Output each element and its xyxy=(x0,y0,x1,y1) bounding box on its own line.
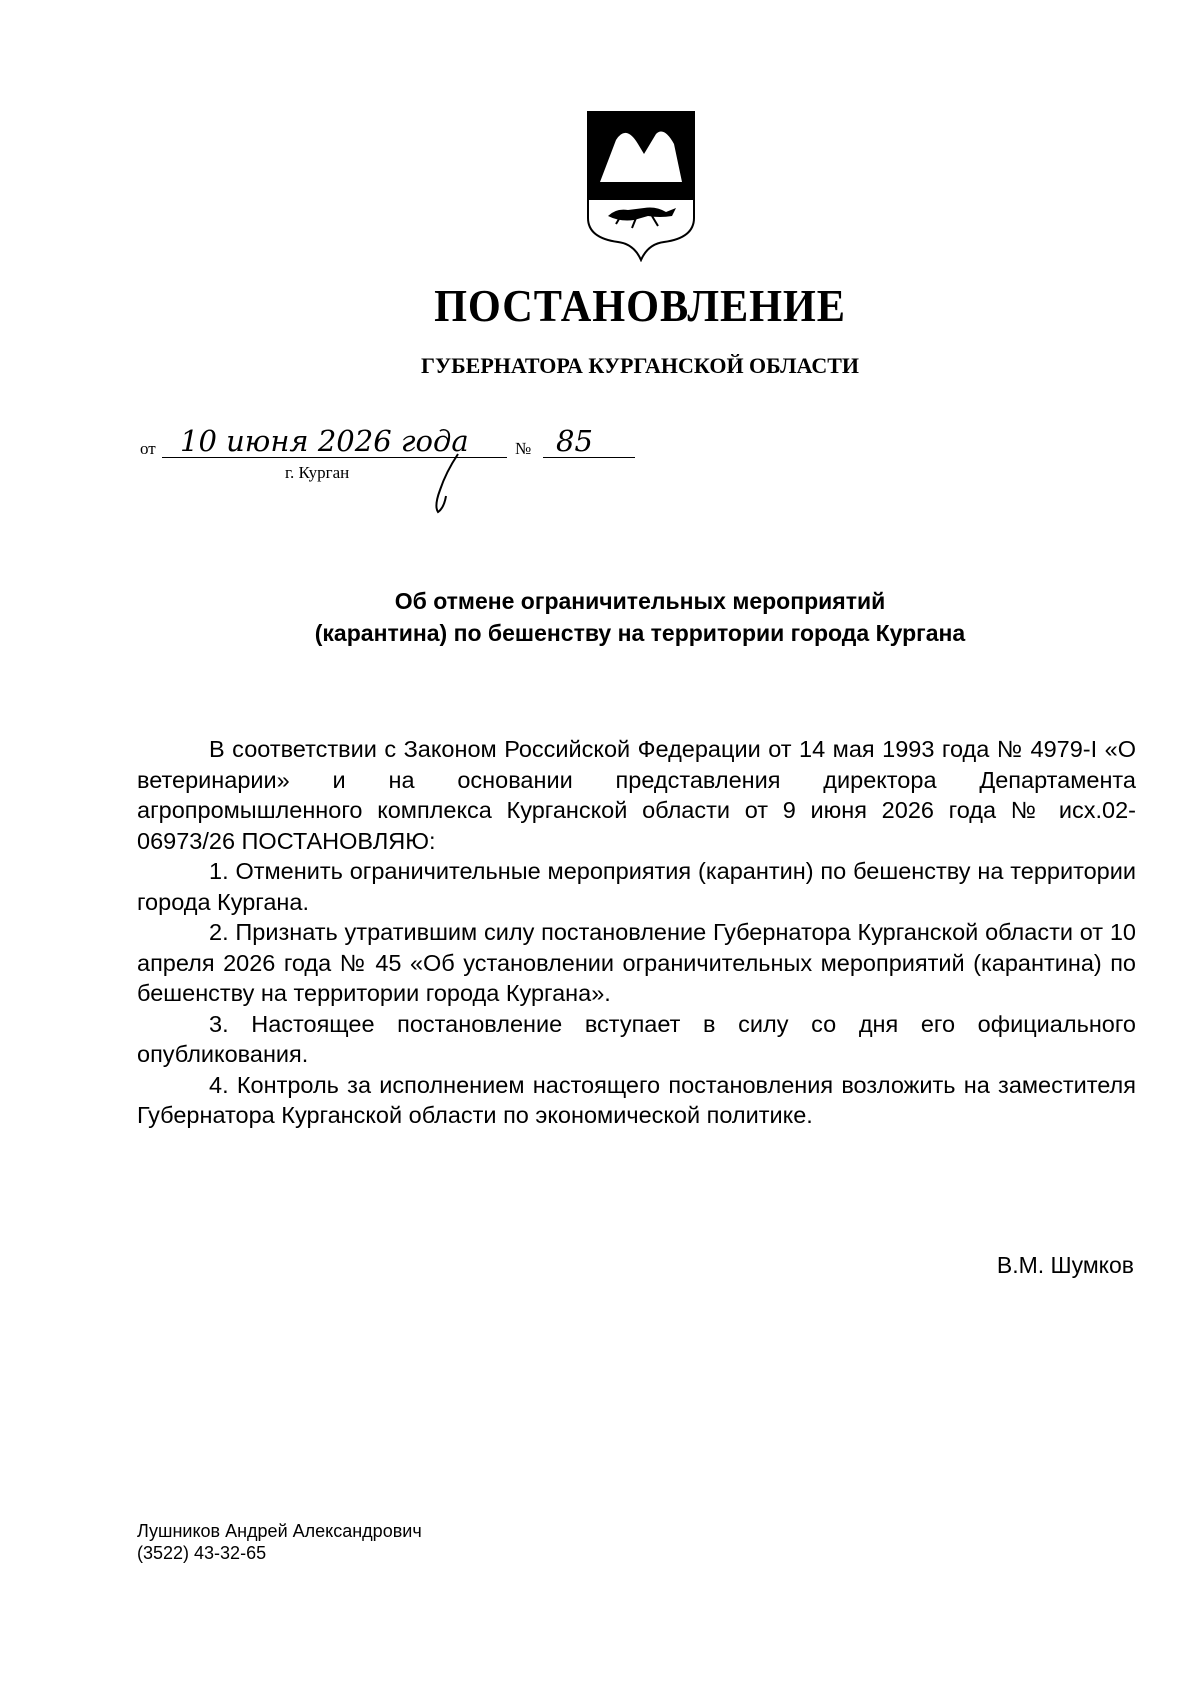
number-label: № xyxy=(515,439,532,458)
handwritten-stroke-icon xyxy=(424,452,464,516)
subject-line-1: Об отмене ограничительных мероприятий xyxy=(394,588,886,614)
decree-item-4: 4. Контроль за исполнением настоящего постановления возложить на заместителя Губернатора Курганской области по экономической политике. xyxy=(137,1071,1136,1128)
document-subject xyxy=(140,585,1140,649)
date-prefix-label: от xyxy=(140,439,156,458)
handwritten-number: 85 xyxy=(556,424,593,458)
registration-line xyxy=(140,424,660,463)
subject-line-2: (карантина) по бешенству на территории города Кургана xyxy=(314,620,966,646)
executor-info xyxy=(137,1520,422,1564)
decree-item-3: 3. Настоящее постановление вступает в силу со дня его официального опубликования. xyxy=(137,1010,1136,1067)
executor-name: Лушников Андрей Александрович xyxy=(137,1521,422,1541)
coat-of-arms-icon xyxy=(586,110,696,262)
decree-item-1: 1. Отменить ограничительные мероприятия (карантин) по бешенству на территории города Кургана. xyxy=(137,858,1136,915)
preamble-paragraph: В соответствии с Законом Российской Федерации от 14 мая 1993 года № 4979-I «О ветеринарии» и на основании представления директора Департамента агропромышленного комплекса Курганской области от 9 июня 2026 года № исх.02-06973/26 ПОСТАНОВЛЯЮ: xyxy=(137,736,1136,854)
document-body xyxy=(137,734,1136,1131)
handwritten-date: 10 июня 2026 года xyxy=(180,424,469,458)
executor-phone: (3522) 43-32-65 xyxy=(137,1543,267,1563)
document-title: ПОСТАНОВЛЕНИЕ xyxy=(434,280,846,331)
issuer-subtitle: ГУБЕРНАТОРА КУРГАНСКОЙ ОБЛАСТИ xyxy=(420,353,860,378)
decree-item-2: 2. Признать утратившим силу постановление Губернатора Курганской области от 10 апреля 2026 года № 45 «Об установлении ограничительных мероприятий (карантина) по бешенству на территории города Кургана». xyxy=(137,919,1136,1006)
signatory-name: В.М. Шумков xyxy=(996,1252,1134,1278)
issue-city: г. Курган xyxy=(285,463,350,482)
